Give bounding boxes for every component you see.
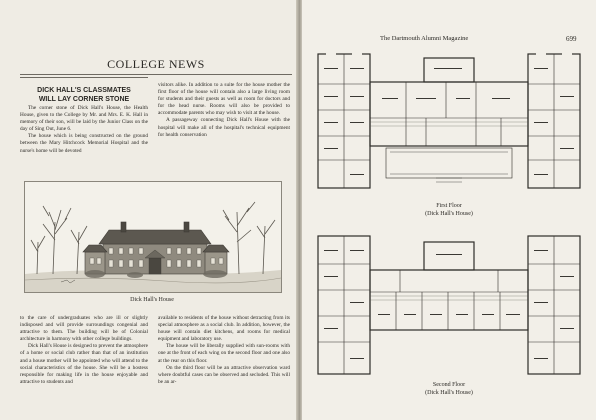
headline-line-1: DICK HALL'S CLASSMATES [37, 87, 131, 94]
caption-line: (Dick Hall's House) [425, 390, 473, 396]
second-floor-plan [316, 230, 582, 380]
paragraph: A passageway connecting Dick Hall's House with the hospital will make all of the hospital's technical equipment for health conservation [158, 117, 290, 138]
headline-line-2: WILL LAY CORNER STONE [38, 96, 130, 103]
article-headline [20, 86, 148, 104]
caption-line: (Dick Hall's House) [425, 211, 473, 217]
second-floor-caption [389, 381, 509, 397]
section-rule-thin [20, 77, 148, 78]
article-column-3 [20, 315, 148, 386]
paragraph: visitors alike. In addition to a suite for the house mother the first floor of the house will contain also a large living room for students and their guests as well as room for doctors and for the head nurse. Rooms will also be provided to accommodate parents who may wish to visit at the house. [158, 82, 290, 117]
page-number: 699 [566, 35, 577, 43]
paragraph: The house which is being constructed on the ground between the Mary Hitchcock Memorial Hospital and the nurse's home will be devoted [20, 133, 148, 154]
house-sketch-photo [24, 181, 282, 293]
section-rule [20, 74, 292, 75]
paragraph: On the third floor will be an attractive observation ward where doubtful cases can be observed and secluded. This will be an ar- [158, 364, 290, 385]
article-column-4 [158, 315, 290, 386]
first-floor-caption [389, 202, 509, 218]
paragraph: Dick Hall's House is designed to prevent the atmosphere of a home or social club rather than that of an institution and a house mother will be appointed who will attend to the social characteristics of the house. She will be a hostess responsible for making life in the house enjoyable and attractive to students and [20, 343, 148, 385]
section-title: COLLEGE NEWS [107, 57, 205, 71]
article-column-1 [20, 105, 148, 155]
caption-line: Second Floor [432, 382, 466, 388]
paragraph: available to residents of the house without detracting from its special atmosphere as a social club. In addition, however, the house will contain diet kitchens, and rooms for medical equipment and laboratory use. [158, 315, 290, 343]
paragraph: to the care of undergraduates who are ill or slightly indisposed and will provide surroundings congenial and attractive to them. The building will be of Colonial architecture in harmony with other college buildings. [20, 315, 148, 343]
first-floor-plan [316, 48, 582, 198]
paragraph: The corner stone of Dick Hall's House, the Health House, given to the College by Mr. and Mrs. E. K. Hall in memory of their son, will be laid by the Junior Class on the day of Sing Out, June 6. [20, 105, 148, 133]
running-head: The Dartmouth Alumni Magazine [380, 35, 469, 42]
house-sketch-illustration [25, 182, 281, 292]
caption-line: First Floor [436, 203, 462, 209]
paragraph: The house will be liberally supplied with sun-rooms with one at the front of each wing on the second floor and one also at the rear on this floor. [158, 343, 290, 364]
photo-caption: Dick Hall's House [130, 297, 174, 303]
article-column-2 [158, 82, 290, 139]
